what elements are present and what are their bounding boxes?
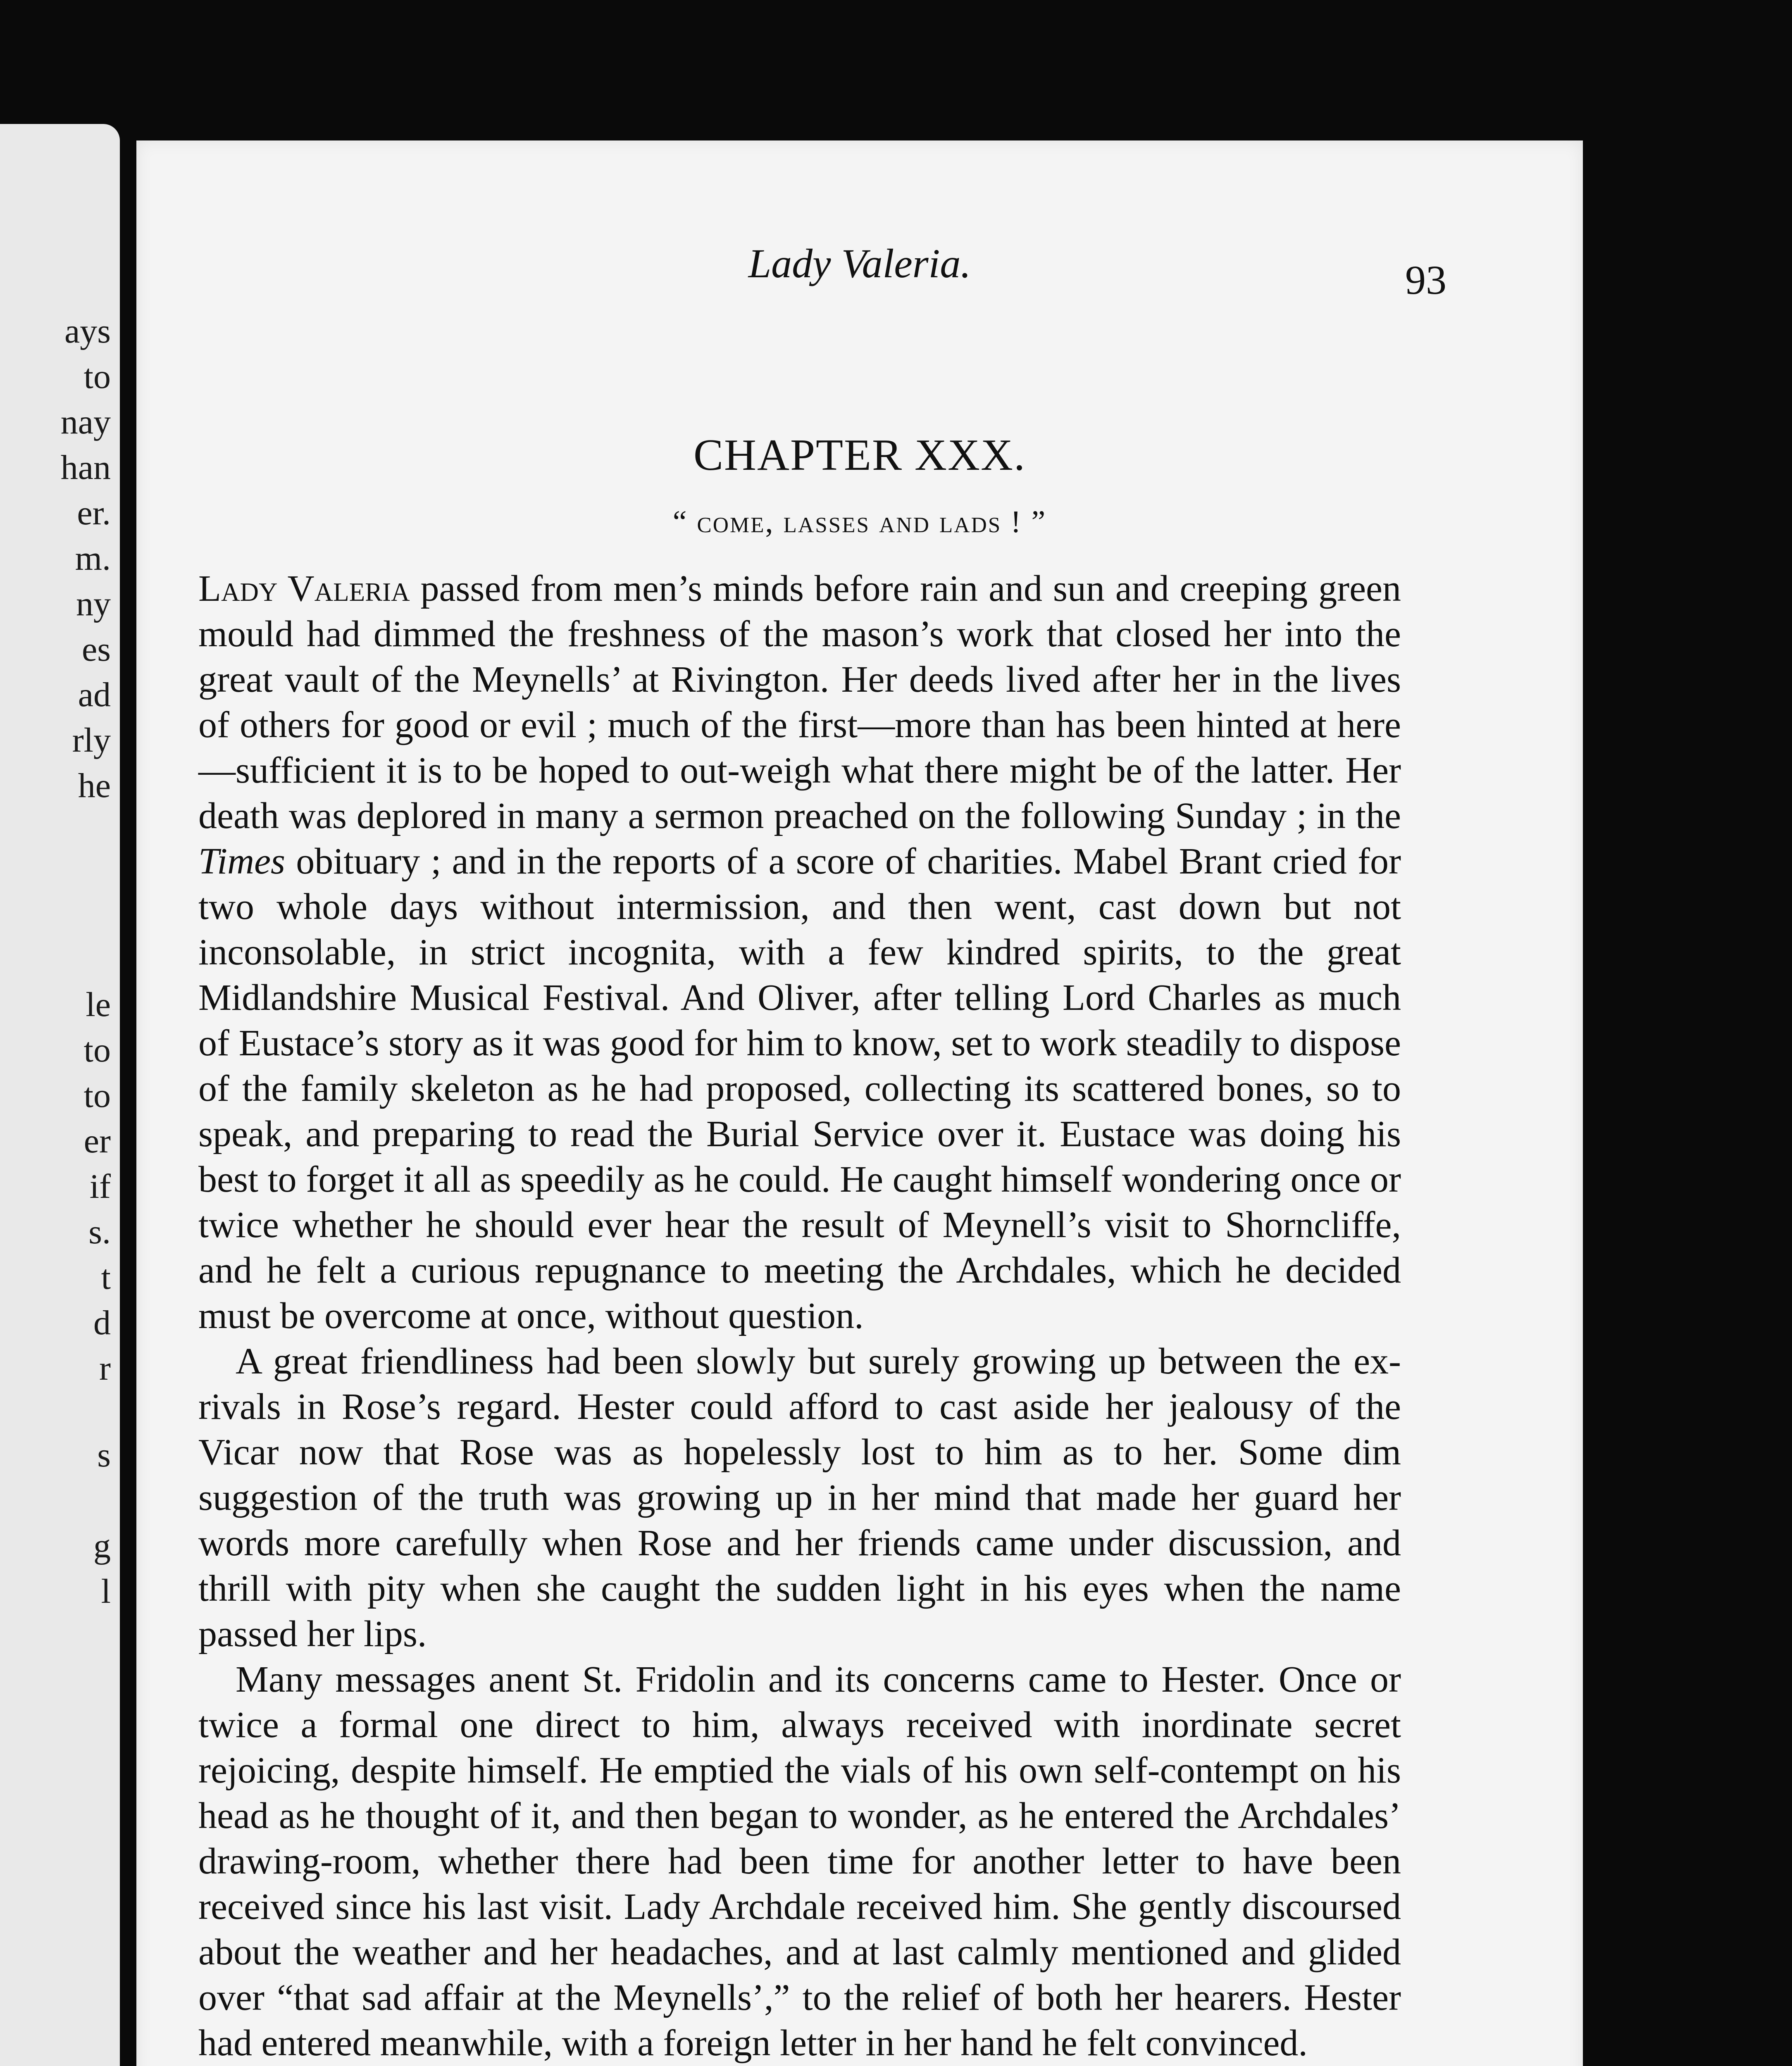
chapter-epigraph: “ come, lasses and lads ! ”: [672, 505, 1047, 539]
page-fragment: ays: [64, 312, 111, 350]
paragraph: A great friendliness had been slowly but surely growing up between the ex-rivals in Rose’s regard. Hester could afford to cast aside her jealousy of the Vicar now that Rose was as hopelessly lost to him as to her. Some dim suggestion of the truth was growing up in her mind that made her guard her words more carefully when Rose and her friends came under discussion, and thrill with pity when she caught the sudden light in his eyes when the name passed her lips.: [198, 1341, 1401, 1654]
page-fragment: t: [101, 1258, 111, 1297]
page-fragment: ad: [78, 676, 111, 714]
page-fragment: m.: [75, 539, 111, 578]
paragraph: Many messages anent St. Fridolin and its concerns came to Hester. Once or twice a formal one direct to him, always received with inordinate secret rejoicing, despite himself. He emptied the vials of his own self-contempt on his head as he thought of it, and then began to wonder, as he entered the Archdales’ drawing-room, whether there had been time for another letter to have been received since his last visit. Lady Archdale received him. She gently discoursed about the weather and her headaches, and at last calmly mentioned and glided over “that sad affair at the Meynells’,” to the relief of both her hearers. Hester had entered meanwhile, with a foreign letter in her hand he felt convinced.: [198, 1659, 1401, 2064]
italic-title: Times: [198, 841, 286, 882]
page-fragment: l: [101, 1572, 111, 1611]
page-number: 93: [1405, 257, 1446, 303]
adjacent-page-edge: [0, 124, 120, 2066]
page-fragment: to: [83, 1031, 111, 1069]
page-fragment: han: [60, 448, 111, 487]
page-fragment: g: [93, 1527, 111, 1565]
paragraph: [198, 566, 1401, 1339]
page-fragment: to: [83, 1076, 111, 1115]
page-fragment: r: [99, 1349, 111, 1388]
page-fragment: nay: [60, 403, 111, 441]
page-fragment: es: [82, 630, 111, 669]
page-fragment: he: [78, 766, 111, 805]
chapter-title: CHAPTER XXX.: [693, 431, 1026, 480]
page-fragment: d: [93, 1304, 111, 1342]
page-fragment: er: [83, 1122, 111, 1160]
page-fragment: if: [89, 1167, 111, 1206]
page-fragment: s.: [88, 1213, 111, 1251]
running-head: Lady Valeria.: [748, 240, 971, 286]
paragraph-lead: Lady Valeria: [198, 568, 410, 609]
body-text: [198, 566, 1401, 2066]
book-page: [136, 140, 1583, 2066]
page-fragment: ny: [76, 585, 111, 623]
paragraph-text: obituary ; and in the reports of a score of charities. Mabel Brant cried for two whole days without intermission, and then went, cast down but not inconsolable, in strict incognita, with a few kindred spirits, to the great Midlandshire Musical Festival. And Oliver, after telling Lord Charles as much of Eustace’s story as it was good for him to know, set to work steadily to dispose of the family skeleton as he had proposed, collecting its scattered bones, so to speak, and preparing to read the Burial Service over it. Eustace was doing his best to forget it all as speedily as he could. He caught himself wondering once or twice whether he should ever hear the result of Meynell’s visit to Shorncliffe, and he felt a curious repugnance to meeting the Archdales, which he decided must be overcome at once, without question.: [198, 841, 1401, 1336]
page-fragment: le: [86, 985, 111, 1024]
page-fragment: s: [97, 1436, 111, 1474]
page-fragment: er.: [77, 494, 111, 532]
page-fragment: to: [83, 357, 111, 396]
page-fragment: rly: [72, 721, 111, 759]
paragraph-text: passed from men’s minds before rain and sun and creeping green mould had dimmed the freshness of the mason’s work that closed her into the great vault of the Meynells’ at Rivington. Her deeds lived after her in the lives of others for good or evil ; much of the first—more than has been hinted at here—sufficient it is to be hoped to out-weigh what there might be of the latter. Her death was deplored in many a sermon preached on the following Sunday ; in the: [198, 568, 1401, 836]
